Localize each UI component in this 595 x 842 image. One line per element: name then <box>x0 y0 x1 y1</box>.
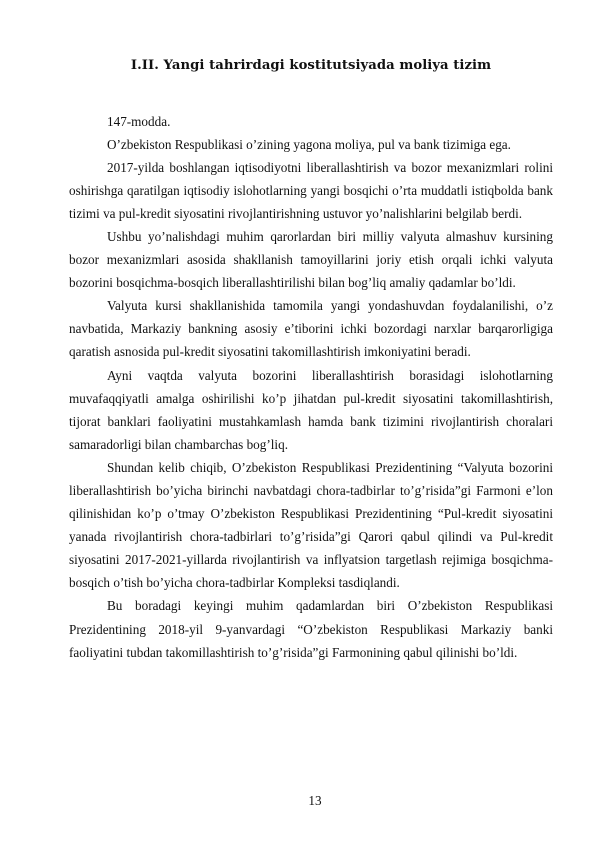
paragraph: Bu boradagi keyingi muhim qadamlardan biri O’zbekiston Respublikasi Prezidentining 2018-yil 9-yanvardagi “O’zbekiston Respublikasi Markaziy banki faoliyatini tubdan takomillashtirish to’g’risida”gi Farmonining qabul qilinishi bo’ldi. <box>69 598 553 660</box>
article-number: 147-modda. <box>107 113 171 129</box>
paragraph: Ushbu yo’nalishdagi muhim qarorlardan biri milliy valyuta almashuv kursining bozor mexanizmlari asosida shakllanish tamoyillarini joriy etish orqali ichki valyuta bozorini bosqichma-bosqich liberallashtirilishi bilan bog’liq amaliy qadamlar bo’ldi. <box>69 228 553 291</box>
paragraph: Ayni vaqtda valyuta bozorini liberallashtirish borasidagi islohotlarning muvafaqqiyatli amalga oshirilishi ko’p jihatdan pul-kredit siyosatini takomillashtirish, tijorat banklari faoliyatini mustahkamlash hamda bank tizimini rivojlantirish choralari samaradorligi bilan chambarchas bog’liq. <box>69 367 553 452</box>
body-text <box>69 110 553 664</box>
paragraph: 2017-yilda boshlangan iqtisodiyotni liberallashtirish va bozor mexanizmlari rolini oshirishga qaratilgan iqtisodiy islohotlarning yangi bosqichi o’rta muddatli istiqbolda bank tizimi va pul-kredit siyosatini rivojlantirishning ustuvor yo’nalishlarini belgilab berdi. <box>69 159 553 221</box>
paragraph: Shundan kelib chiqib, O’zbekiston Respublikasi Prezidentining “Valyuta bozorini liberallashtirish bo’yicha birinchi navbatdagi chora-tadbirlar to’g’risida”gi Farmoni e’lon qilinishidan ko’p o’tmay O’zbekiston Respublikasi Prezidentining “Pul-kredit siyosatini yanada rivojlantirish chora-tadbirlari to’g’risida”gi Qarori qabul qilindi va Pul-kredit siyosatini 2017-2021-yillarda rivojlantirish va inflyatsion targetlash rejimiga bosqichma-bosqich o’tish bo’yicha chora-tadbirlar Kompleksi tasdiqlandi. <box>69 459 553 591</box>
section-title: I.II. Yangi tahrirdagi kostitutsiyada moliya tizim <box>130 58 492 73</box>
page-number: 13 <box>308 793 322 808</box>
paragraph: Valyuta kursi shakllanishida tamomila yangi yondashuvdan foydalanilishi, o’z navbatida, Markaziy bankning asosiy e’tiborini ichki bozordagi narxlar barqarorligiga qaratish asnosida pul-kredit siyosatini takomillashtirish imkoniyatini beradi. <box>69 298 553 360</box>
paragraph: O’zbekiston Respublikasi o’zining yagona moliya, pul va bank tizimiga ega. <box>107 136 511 152</box>
